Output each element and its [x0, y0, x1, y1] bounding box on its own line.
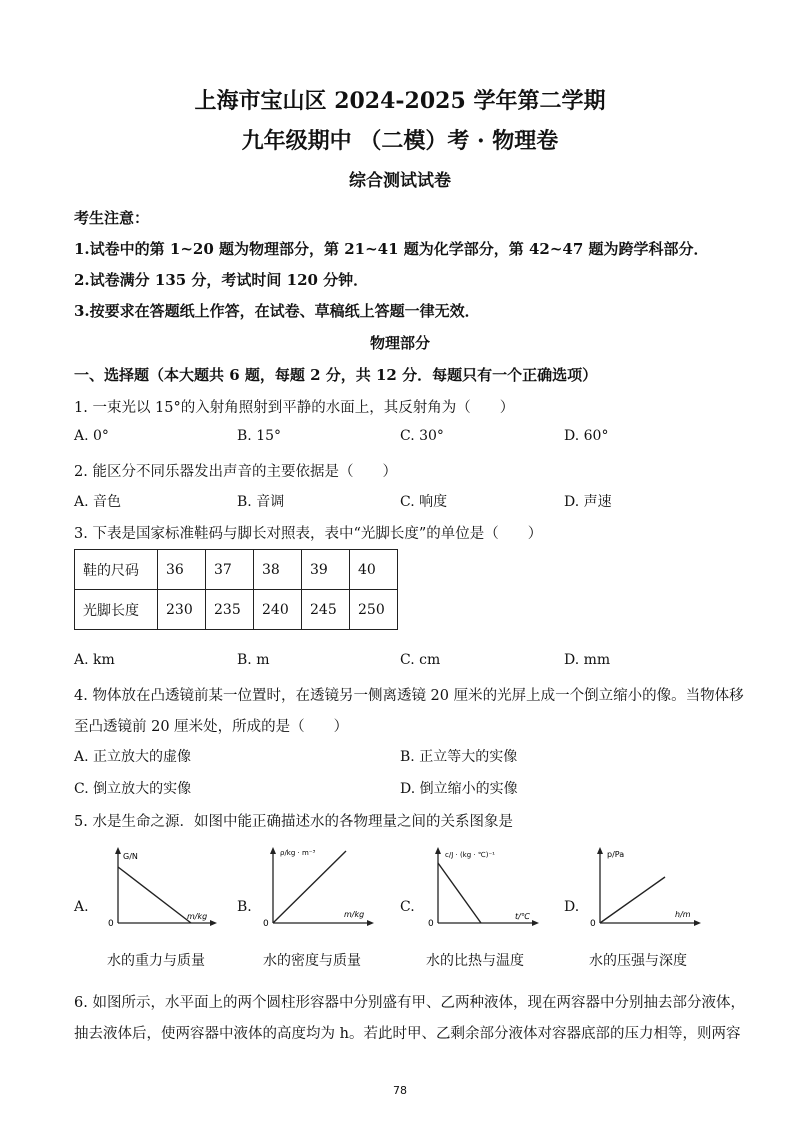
question-6-stem-line2: 抽去液体后，使两容器中液体的高度均为 h。若此时甲、乙剩余部分液体对容器底部的压力相等，则两容: [74, 1026, 741, 1042]
graph-d-xlabel: h/m: [675, 910, 691, 919]
table-cell: 40: [350, 550, 398, 590]
graph-b-xlabel: m/kg: [344, 910, 365, 919]
table-cell: 240: [254, 590, 302, 630]
question-3-option-b: B. m: [237, 652, 270, 668]
graph-b-y-arrow: [270, 847, 276, 854]
graph-a-line: [118, 867, 191, 923]
graph-d-origin: 0: [590, 919, 596, 927]
exam-title-line3: 综合测试试卷: [349, 171, 451, 191]
notice-item-2: 2.试卷满分 135 分，考试时间 120 分钟．: [74, 271, 369, 289]
graph-a-xlabel: m/kg: [187, 912, 208, 921]
question-4-option-c: C. 倒立放大的实像: [74, 781, 192, 797]
graph-c-ylabel: c/J · (kg · ℃)⁻¹: [445, 851, 495, 859]
graph-d-caption: 水的压强与深度: [589, 953, 687, 969]
graph-d: [585, 845, 703, 927]
notice-heading: 考生注意：: [74, 209, 150, 227]
table-row: [75, 590, 398, 630]
table-cell: 36: [158, 550, 206, 590]
question-5-stem: 5. 水是生命之源．如图中能正确描述水的各物理量之间的关系图象是: [74, 814, 513, 830]
question-6-stem-line1: 6. 如图所示，水平面上的两个圆柱形容器中分别盛有甲、乙两种液体，现在两容器中分别抽去部分液体，: [74, 995, 745, 1011]
graph-c-xlabel: t/℃: [515, 912, 530, 921]
table-cell: 250: [350, 590, 398, 630]
question-3-option-c: C. cm: [400, 652, 441, 668]
question-2-stem: 2. 能区分不同乐器发出声音的主要依据是（ ）: [74, 464, 397, 480]
exam-title-line1: 上海市宝山区 2024-2025 学年第二学期: [194, 88, 606, 114]
graph-c: [423, 845, 541, 927]
table-cell: 230: [158, 590, 206, 630]
page-number: 78: [393, 1084, 407, 1097]
graph-a: [103, 845, 218, 927]
question-2-option-c: C. 响度: [400, 494, 448, 510]
section-heading: 一、选择题（本大题共 6 题，每题 2 分，共 12 分．每题只有一个正确选项）: [74, 366, 598, 384]
question-4-option-a: A. 正立放大的虚像: [74, 749, 192, 765]
graph-a-letter: A.: [74, 899, 89, 915]
table-cell: 38: [254, 550, 302, 590]
table-cell: 235: [206, 590, 254, 630]
question-3-stem: 3. 下表是国家标准鞋码与脚长对照表，表中“光脚长度”的单位是（ ）: [74, 526, 543, 542]
question-1-stem: 1. 一束光以 15°的入射角照射到平静的水面上，其反射角为（ ）: [74, 400, 515, 416]
graph-a-origin: 0: [108, 919, 114, 927]
graph-b-caption: 水的密度与质量: [263, 953, 361, 969]
graph-b-ylabel: ρ/kg · m⁻³: [280, 849, 316, 857]
question-4-stem-line1: 4. 物体放在凸透镜前某一位置时，在透镜另一侧离透镜 20 厘米的光屏上成一个倒立缩小的像。当物体移: [74, 688, 744, 704]
table-cell: 37: [206, 550, 254, 590]
graph-d-ylabel: p/Pa: [607, 850, 625, 859]
table-row: [75, 550, 398, 590]
shoe-size-table: [74, 549, 398, 630]
graph-d-x-arrow: [694, 920, 701, 926]
table-cell: 245: [302, 590, 350, 630]
graph-c-line: [438, 863, 481, 923]
question-2-option-b: B. 音调: [237, 494, 285, 510]
graph-d-line: [600, 877, 665, 923]
graph-c-origin: 0: [428, 919, 434, 927]
question-1-option-a: A. 0°: [74, 428, 109, 444]
graph-b-letter: B.: [237, 899, 252, 915]
graph-d-y-arrow: [597, 847, 603, 854]
question-2-option-d: D. 声速: [564, 494, 612, 510]
notice-item-1: 1.试卷中的第 1~20 题为物理部分，第 21~41 题为化学部分，第 42~47 题为跨学科部分．: [74, 240, 709, 258]
question-1-option-c: C. 30°: [400, 428, 444, 444]
question-4-option-d: D. 倒立缩小的实像: [400, 781, 518, 797]
exam-title-line2: 九年级期中 （二模）考 · 物理卷: [241, 128, 559, 154]
question-1-option-b: B. 15°: [237, 428, 282, 444]
question-2-option-a: A. 音色: [74, 494, 122, 510]
graph-c-x-arrow: [532, 920, 539, 926]
question-4-option-b: B. 正立等大的实像: [400, 749, 518, 765]
question-1-option-d: D. 60°: [564, 428, 609, 444]
graph-a-ylabel: G/N: [123, 852, 138, 861]
graph-b-origin: 0: [263, 919, 269, 927]
graph-c-y-arrow: [435, 847, 441, 854]
graph-a-y-arrow: [115, 847, 121, 854]
graph-b: [258, 845, 376, 927]
notice-item-3: 3.按要求在答题纸上作答，在试卷、草稿纸上答题一律无效．: [74, 302, 480, 320]
question-3-option-a: A. km: [74, 652, 115, 668]
graph-c-caption: 水的比热与温度: [426, 953, 524, 969]
question-3-option-d: D. mm: [564, 652, 611, 668]
graph-a-caption: 水的重力与质量: [107, 953, 205, 969]
part-title: 物理部分: [369, 334, 430, 352]
graph-b-line: [273, 851, 346, 923]
table-cell: 光脚长度: [75, 590, 158, 630]
graph-a-x-arrow: [210, 920, 217, 926]
graph-d-letter: D.: [564, 899, 580, 915]
table-cell: 39: [302, 550, 350, 590]
question-4-stem-line2: 至凸透镜前 20 厘米处，所成的是（ ）: [74, 719, 349, 735]
table-cell: 鞋的尺码: [75, 550, 158, 590]
graph-b-x-arrow: [367, 920, 374, 926]
graph-c-letter: C.: [400, 899, 415, 915]
